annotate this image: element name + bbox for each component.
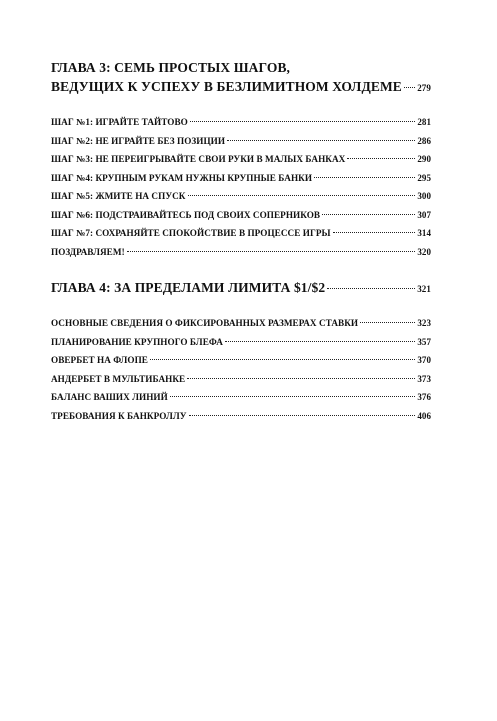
toc-entry-label: ОВЕРБЕТ НА ФЛОПЕ: [51, 355, 148, 365]
toc-entry-label: ПОЗДРАВЛЯЕМ!: [51, 246, 125, 257]
dot-leader: [404, 87, 415, 88]
chapter-3-title-line1: ГЛАВА 3: СЕМЬ ПРОСТЫХ ШАГОВ,: [51, 60, 291, 75]
toc-entry-label: ПЛАНИРОВАНИЕ КРУПНОГО БЛЕФА: [51, 336, 223, 347]
toc-entry-page: 376: [417, 392, 431, 402]
toc-entry-label: ОСНОВНЫЕ СВЕДЕНИЯ О ФИКСИРОВАННЫХ РАЗМЕРАХ СТАВКИ: [51, 318, 359, 328]
toc-entry[interactable]: [51, 224, 431, 243]
toc-entry-label: ШАГ №5: ЖМИТЕ НА СПУСК: [51, 191, 186, 201]
toc-entry-label: ШАГ №1: ИГРАЙТЕ ТАЙТОВО: [51, 117, 188, 127]
toc-entry-page: 286: [417, 135, 431, 146]
toc-entry[interactable]: [51, 370, 431, 389]
dot-leader: [327, 288, 415, 289]
dot-leader: [227, 140, 415, 141]
dot-leader: [360, 322, 415, 323]
toc-entry-label: ТРЕБОВАНИЯ К БАНКРОЛЛУ: [51, 410, 187, 421]
dot-leader: [127, 251, 416, 252]
toc-entry-page: 314: [417, 228, 431, 238]
dot-leader: [189, 415, 416, 416]
toc-entry-label: БАЛАНС ВАШИХ ЛИНИЙ: [51, 392, 168, 402]
chapter-3-entries: [51, 113, 431, 261]
toc-entry-page: 307: [417, 209, 431, 220]
toc-entry[interactable]: [51, 206, 431, 225]
toc-entry-label: ШАГ №3: НЕ ПЕРЕИГРЫВАЙТЕ СВОИ РУКИ В МАЛЫХ БАНКАХ: [51, 154, 346, 164]
toc-entry-page: 281: [417, 117, 431, 127]
toc-entry[interactable]: [51, 113, 431, 132]
toc-entry[interactable]: [51, 351, 431, 370]
chapter-3-title-line2: ВЕДУЩИХ К УСПЕХУ В БЕЗЛИМИТНОМ ХОЛДЕМЕ: [51, 79, 402, 94]
dot-leader: [187, 378, 415, 379]
toc-entry-label: ШАГ №4: КРУПНЫМ РУКАМ НУЖНЫ КРУПНЫЕ БАНКИ: [51, 172, 313, 183]
toc-entry[interactable]: [51, 132, 431, 151]
toc-entry[interactable]: [51, 187, 431, 206]
toc-entry[interactable]: [51, 314, 431, 333]
toc-entry-label: ШАГ №7: СОХРАНЯЙТЕ СПОКОЙСТВИЕ В ПРОЦЕССЕ ИГРЫ: [51, 228, 331, 238]
chapter-4-page: 321: [417, 284, 431, 294]
toc-entry[interactable]: [51, 333, 431, 352]
chapter-4-title: [51, 278, 431, 299]
toc-entry[interactable]: [51, 407, 431, 426]
toc-entry[interactable]: [51, 388, 431, 407]
dot-leader: [150, 359, 415, 360]
table-of-contents: [51, 58, 431, 425]
toc-entry[interactable]: [51, 150, 431, 169]
toc-entry-page: 373: [417, 373, 431, 384]
toc-entry-label: ШАГ №6: ПОДСТРАИВАЙТЕСЬ ПОД СВОИХ СОПЕРНИКОВ: [51, 209, 321, 220]
chapter-3-title: [51, 58, 431, 98]
dot-leader: [347, 158, 415, 159]
chapter-3-title-row: [51, 77, 431, 98]
dot-leader: [190, 121, 416, 122]
chapter-3: [51, 58, 431, 261]
dot-leader: [170, 396, 416, 397]
toc-entry-page: 406: [417, 410, 431, 421]
toc-entry[interactable]: [51, 243, 431, 262]
chapter-4-title-line1: ГЛАВА 4: ЗА ПРЕДЕЛАМИ ЛИМИТА $1/$2: [51, 280, 326, 295]
dot-leader: [322, 214, 415, 215]
toc-entry-page: 295: [417, 172, 431, 183]
chapter-4-title-row: [51, 278, 431, 299]
dot-leader: [188, 195, 416, 196]
chapter-4: [51, 278, 431, 425]
toc-entry-page: 323: [417, 318, 431, 328]
toc-entry[interactable]: [51, 169, 431, 188]
toc-entry-label: АНДЕРБЕТ В МУЛЬТИБАНКЕ: [51, 373, 186, 384]
toc-entry-page: 370: [417, 355, 431, 365]
dot-leader: [314, 177, 415, 178]
dot-leader: [333, 232, 416, 233]
toc-entry-page: 300: [417, 191, 431, 201]
toc-entry-page: 357: [417, 336, 431, 347]
dot-leader: [225, 341, 415, 342]
toc-entry-page: 290: [417, 154, 431, 164]
toc-entry-page: 320: [417, 246, 431, 257]
chapter-4-entries: [51, 314, 431, 425]
chapter-3-page: 279: [417, 83, 431, 93]
toc-entry-label: ШАГ №2: НЕ ИГРАЙТЕ БЕЗ ПОЗИЦИИ: [51, 135, 226, 146]
